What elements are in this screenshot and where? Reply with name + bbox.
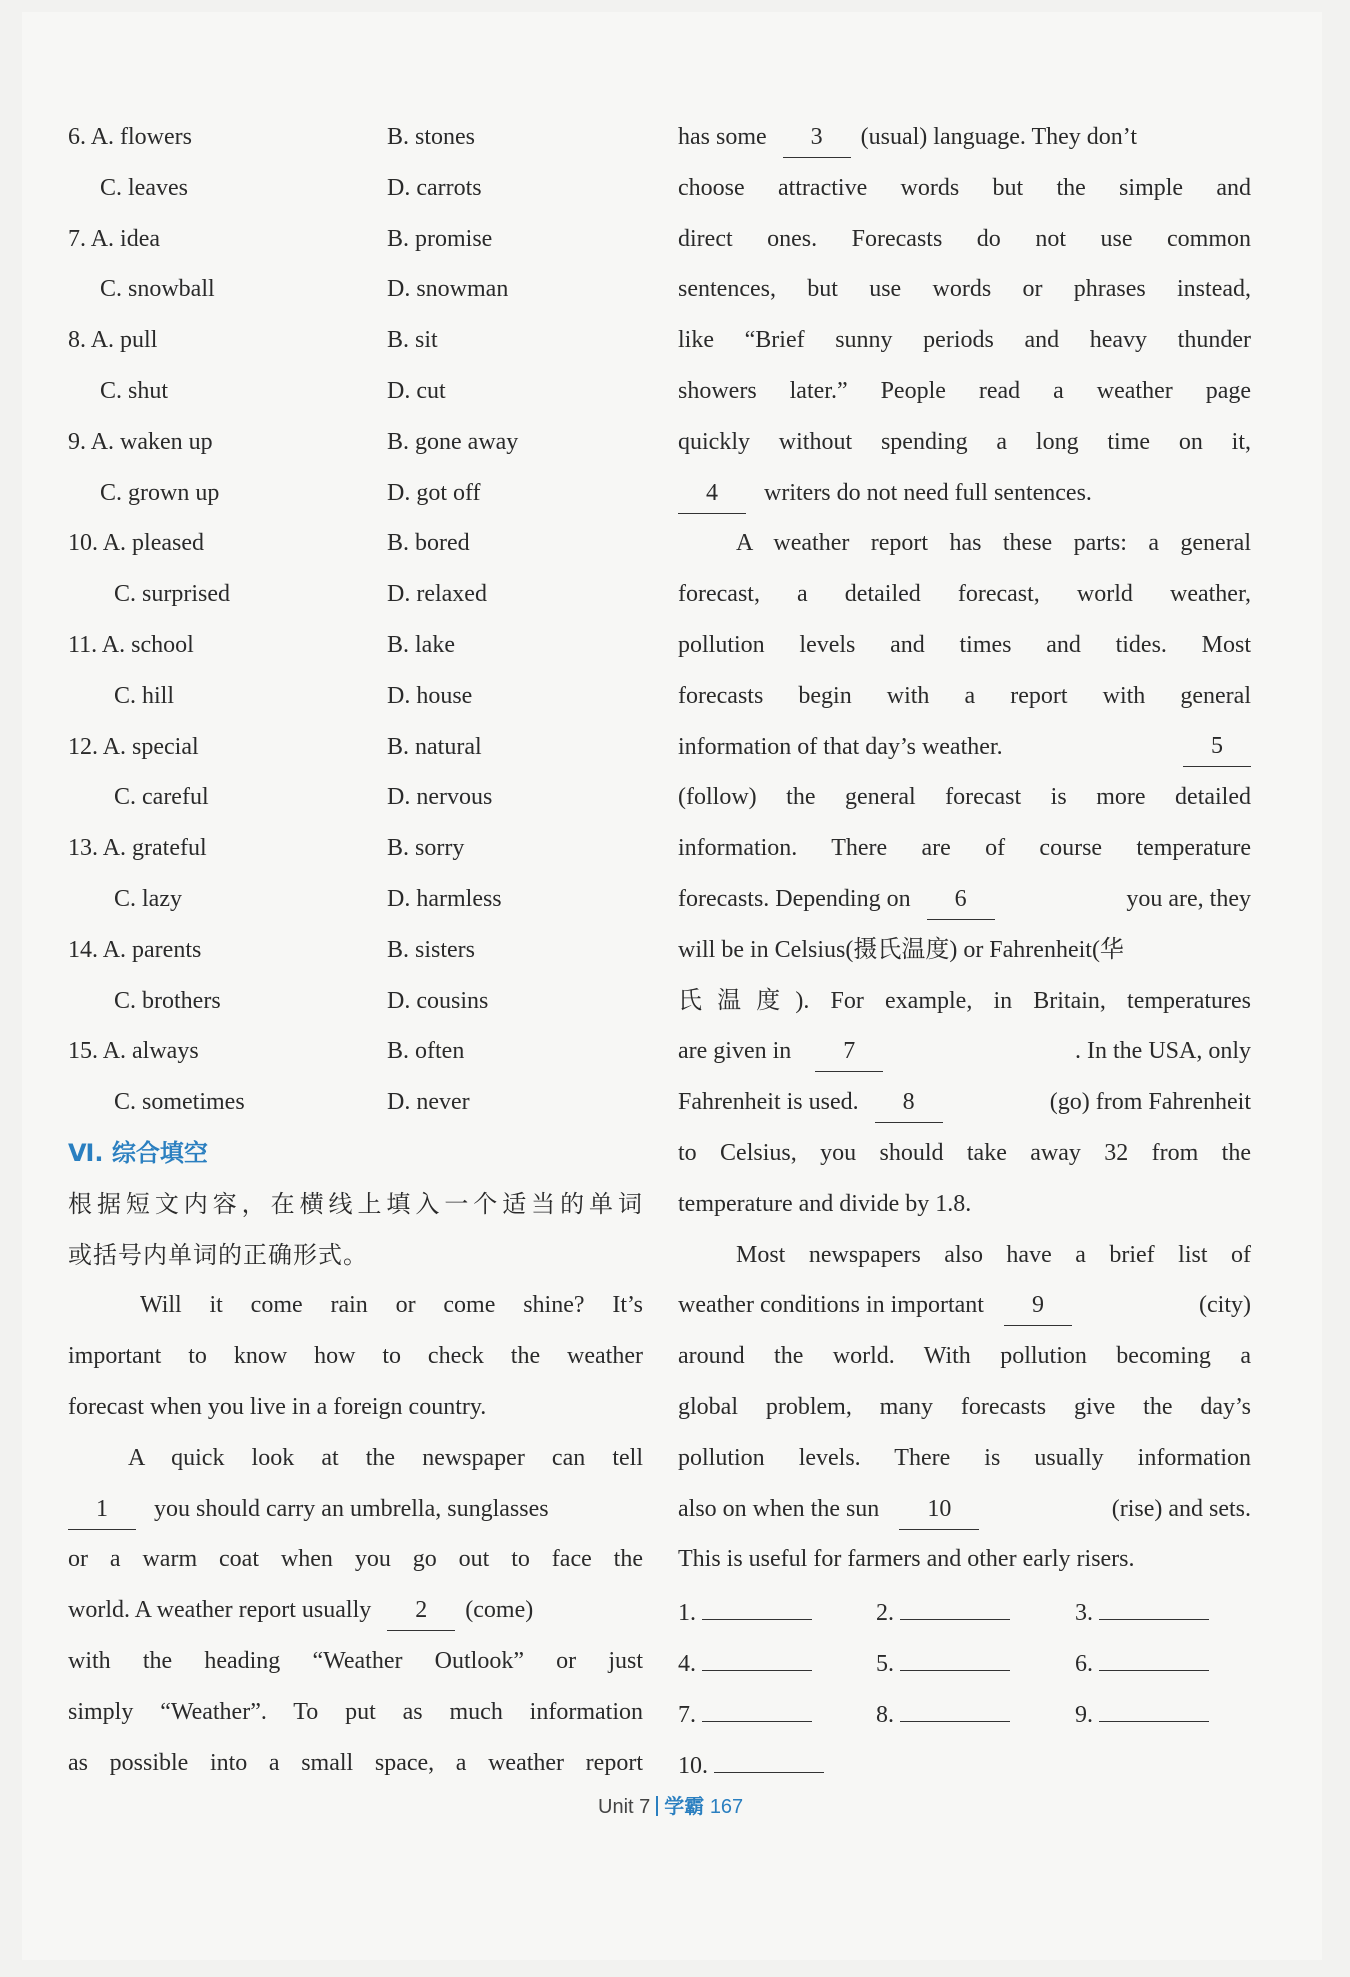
passage-line: direct ones. Forecasts do not use common <box>678 225 1251 252</box>
passage-line <box>678 1280 1251 1331</box>
answer-label: 2. <box>876 1600 894 1627</box>
answer-blank-5[interactable] <box>900 1636 1010 1671</box>
footer-divider <box>656 1796 658 1816</box>
question-row <box>68 976 643 1027</box>
blank-3[interactable]: 3 <box>783 117 851 158</box>
answer-label: 7. <box>678 1701 696 1728</box>
question-number: 8. <box>68 327 86 354</box>
option-a-text: A. grateful <box>102 835 207 862</box>
passage-line: forecasts begin with a report with general <box>678 682 1251 709</box>
option-c[interactable]: C. brothers <box>114 987 221 1014</box>
answer-row <box>678 1585 1251 1636</box>
question-number: 7. <box>68 225 86 252</box>
passage-line: 氏温度). For example, in Britain, temperatures <box>678 987 1251 1014</box>
option-a[interactable] <box>68 722 199 773</box>
option-a-text: A. pull <box>90 327 158 354</box>
blank-9[interactable]: 9 <box>1004 1285 1072 1326</box>
passage-line: information. There are of course temperature <box>678 835 1251 862</box>
passage-line: This is useful for farmers and other early risers. <box>678 1546 1135 1573</box>
passage-line: sentences, but use words or phrases instead, <box>678 276 1251 303</box>
question-number: 11. <box>68 631 98 658</box>
question-row <box>68 823 643 874</box>
passage-text: (come) <box>465 1597 534 1624</box>
answer-blank-9[interactable] <box>1099 1687 1209 1722</box>
answer-label: 4. <box>678 1650 696 1677</box>
right-column <box>678 112 1251 1788</box>
answer-blank-4[interactable] <box>702 1636 812 1671</box>
passage-text: has some <box>678 124 767 150</box>
option-d[interactable]: D. snowman <box>387 276 509 303</box>
passage-text: (usual) language. They don’t <box>860 124 1138 150</box>
blank-1[interactable]: 1 <box>68 1489 136 1530</box>
passage-text: (rise) and sets. <box>1111 1495 1251 1522</box>
passage-text: (go) from Fahrenheit <box>1049 1089 1251 1116</box>
option-d[interactable]: D. nervous <box>387 784 493 811</box>
brand-label: 学霸 <box>664 1794 705 1818</box>
option-a-text: A. special <box>102 733 199 760</box>
passage-line: pollution levels and times and tides. Most <box>678 631 1251 658</box>
answer-row <box>678 1636 1251 1687</box>
answer-blank-10[interactable] <box>714 1738 824 1773</box>
passage-line: A quick look at the newspaper can tell <box>128 1444 643 1471</box>
passage-text: Fahrenheit is used. <box>678 1089 859 1116</box>
option-d[interactable]: D. cut <box>387 377 446 404</box>
option-c[interactable]: C. sometimes <box>114 1089 245 1116</box>
passage-line: choose attractive words but the simple and <box>678 174 1251 201</box>
question-row <box>68 112 643 163</box>
question-row <box>68 366 643 417</box>
answer-label: 3. <box>1075 1600 1093 1627</box>
blank-10[interactable]: 10 <box>899 1489 979 1530</box>
passage-line <box>678 874 1251 925</box>
passage-text: information of that day’s weather. <box>678 733 1003 760</box>
option-a[interactable] <box>68 518 204 569</box>
left-column <box>68 112 643 1788</box>
question-row <box>68 468 643 519</box>
option-a[interactable] <box>68 315 157 366</box>
option-d[interactable]: D. harmless <box>387 885 502 912</box>
multiple-choice-list <box>68 112 643 1128</box>
section-instruction-line2: 或括号内单词的正确形式。 <box>68 1240 368 1269</box>
passage-line <box>678 112 1251 163</box>
question-row <box>68 620 643 671</box>
question-number: 14. <box>68 936 98 963</box>
passage-text: you are, they <box>1126 885 1251 912</box>
question-row <box>68 722 643 773</box>
question-row <box>68 214 643 265</box>
option-b[interactable]: B. gone away <box>387 428 519 455</box>
question-row <box>68 417 643 468</box>
option-a-text: A. always <box>102 1038 199 1065</box>
option-b[interactable]: B. stones <box>387 124 476 150</box>
option-a[interactable] <box>68 112 192 163</box>
question-row <box>68 1077 643 1128</box>
passage-line: like “Brief sunny periods and heavy thunder <box>678 327 1251 354</box>
option-a[interactable] <box>68 620 194 671</box>
question-row <box>68 163 643 214</box>
passage-line: showers later.” People read a weather page <box>678 377 1251 404</box>
option-c[interactable]: C. leaves <box>100 174 188 201</box>
option-d[interactable]: D. never <box>387 1089 470 1116</box>
question-number: 10. <box>68 530 98 557</box>
option-a-text: A. pleased <box>102 530 204 557</box>
passage-line <box>68 1484 643 1535</box>
passage-text: also on when the sun <box>678 1495 880 1522</box>
passage-line: as possible into a small space, a weather report <box>68 1749 643 1776</box>
option-c[interactable]: C. shut <box>100 377 169 404</box>
option-d[interactable]: D. got off <box>387 479 481 506</box>
option-d[interactable]: D. house <box>387 682 473 709</box>
passage-line: around the world. With pollution becoming a <box>678 1343 1251 1370</box>
section-title: Ⅵ. 综合填空 <box>68 1138 208 1167</box>
passage-text: writers do not need full sentences. <box>764 479 1092 506</box>
question-number: 15. <box>68 1038 98 1065</box>
question-row <box>68 569 643 620</box>
passage-line: (follow) the general forecast is more detailed <box>678 784 1251 811</box>
section-instruction-line1: 根据短文内容，在横线上填入一个适当的单词 <box>68 1189 643 1218</box>
answer-label: 6. <box>1075 1650 1093 1677</box>
option-a[interactable] <box>68 214 160 265</box>
option-a[interactable] <box>68 925 201 976</box>
question-number: 9. <box>68 428 86 455</box>
passage-line: Will it come rain or come shine? It’s <box>140 1292 643 1319</box>
answer-row <box>678 1738 1251 1789</box>
answer-blank-7[interactable] <box>702 1687 812 1722</box>
passage-line: simply “Weather”. To put as much information <box>68 1698 643 1725</box>
option-c[interactable]: C. lazy <box>114 885 182 912</box>
unit-label: Unit 7 <box>598 1796 651 1818</box>
passage-line <box>678 1077 1251 1128</box>
question-number: 12. <box>68 733 98 760</box>
answer-blank-1[interactable] <box>702 1585 812 1620</box>
option-c[interactable]: C. careful <box>114 784 209 811</box>
answer-blank-8[interactable] <box>900 1687 1010 1722</box>
passage-line: forecast when you live in a foreign country. <box>68 1393 487 1420</box>
passage-line: with the heading “Weather Outlook” or just <box>68 1647 643 1674</box>
option-a[interactable] <box>68 823 207 874</box>
option-a-text: A. idea <box>90 225 160 252</box>
option-b[interactable]: B. sisters <box>387 936 476 963</box>
option-c[interactable]: C. surprised <box>114 581 230 608</box>
answer-label: 5. <box>876 1650 894 1677</box>
passage-line <box>68 1585 643 1636</box>
passage-line: forecast, a detailed forecast, world weather, <box>678 581 1251 608</box>
option-d[interactable]: D. carrots <box>387 174 482 201</box>
option-b[interactable]: B. lake <box>387 631 455 658</box>
passage-text: you should carry an umbrella, sunglasses <box>154 1495 549 1522</box>
question-row <box>68 671 643 722</box>
answer-label: 1. <box>678 1600 696 1627</box>
option-a-text: A. flowers <box>90 124 192 150</box>
option-b[interactable]: B. bored <box>387 530 470 557</box>
answer-label: 10. <box>678 1752 708 1779</box>
option-c[interactable]: C. hill <box>114 682 175 709</box>
passage-text: world. A weather report usually <box>68 1597 372 1624</box>
passage-line: to Celsius, you should take away 32 from the <box>678 1139 1251 1166</box>
blank-8[interactable]: 8 <box>875 1082 943 1123</box>
blank-2[interactable]: 2 <box>387 1590 455 1631</box>
passage-line: will be in Celsius(摄氏温度) or Fahrenheit(华 <box>678 936 1124 963</box>
question-row <box>68 1026 643 1077</box>
page-footer <box>598 1790 743 1819</box>
answer-row <box>678 1687 1251 1738</box>
passage-text: are given in <box>678 1038 792 1065</box>
question-number: 6. <box>68 124 86 150</box>
passage-line: global problem, many forecasts give the day’s <box>678 1393 1251 1420</box>
passage-line <box>678 722 1251 773</box>
option-a-text: A. waken up <box>90 428 213 455</box>
passage-line <box>678 1026 1251 1077</box>
passage-text: weather conditions in important <box>678 1292 984 1319</box>
passage-line: pollution levels. There is usually information <box>678 1444 1251 1471</box>
passage-line: A weather report has these parts: a general <box>736 530 1251 557</box>
answer-blank-6[interactable] <box>1099 1636 1209 1671</box>
answer-blank-3[interactable] <box>1099 1585 1209 1620</box>
question-row <box>68 925 643 976</box>
option-b[interactable]: B. sorry <box>387 835 465 862</box>
passage-line: quickly without spending a long time on it, <box>678 428 1251 455</box>
question-row <box>68 874 643 925</box>
question-row <box>68 518 643 569</box>
option-b[interactable]: B. sit <box>387 327 438 354</box>
page-number: 167 <box>709 1796 744 1818</box>
answer-blank-2[interactable] <box>900 1585 1010 1620</box>
question-row <box>68 315 643 366</box>
passage-text: forecasts. Depending on <box>678 885 911 912</box>
option-d[interactable]: D. relaxed <box>387 581 487 608</box>
option-c[interactable]: C. snowball <box>100 276 215 303</box>
answer-label: 8. <box>876 1701 894 1728</box>
passage-line: important to know how to check the weather <box>68 1343 643 1370</box>
option-c[interactable]: C. grown up <box>100 479 220 506</box>
option-d[interactable]: D. cousins <box>387 987 489 1014</box>
passage-line <box>678 1484 1251 1535</box>
option-a[interactable] <box>68 417 213 468</box>
option-a[interactable] <box>68 1026 199 1077</box>
question-row <box>68 264 643 315</box>
option-b[interactable]: B. promise <box>387 225 493 252</box>
passage-line: temperature and divide by 1.8. <box>678 1190 972 1217</box>
blank-5[interactable]: 5 <box>1183 726 1251 767</box>
option-a-text: A. parents <box>102 936 202 963</box>
blank-4[interactable]: 4 <box>678 473 746 514</box>
option-a-text: A. school <box>101 631 194 658</box>
blank-6[interactable]: 6 <box>927 879 995 920</box>
passage-line: Most newspapers also have a brief list of <box>736 1241 1251 1268</box>
passage-line <box>678 468 1251 519</box>
option-b[interactable]: B. natural <box>387 733 482 760</box>
answer-label: 9. <box>1075 1701 1093 1728</box>
question-number: 13. <box>68 835 98 862</box>
passage-text: (city) <box>1199 1292 1251 1319</box>
blank-7[interactable]: 7 <box>815 1031 883 1072</box>
passage-text: . In the USA, only <box>1075 1038 1251 1065</box>
passage-line: or a warm coat when you go out to face the <box>68 1546 643 1573</box>
option-b[interactable]: B. often <box>387 1038 465 1065</box>
question-row <box>68 772 643 823</box>
